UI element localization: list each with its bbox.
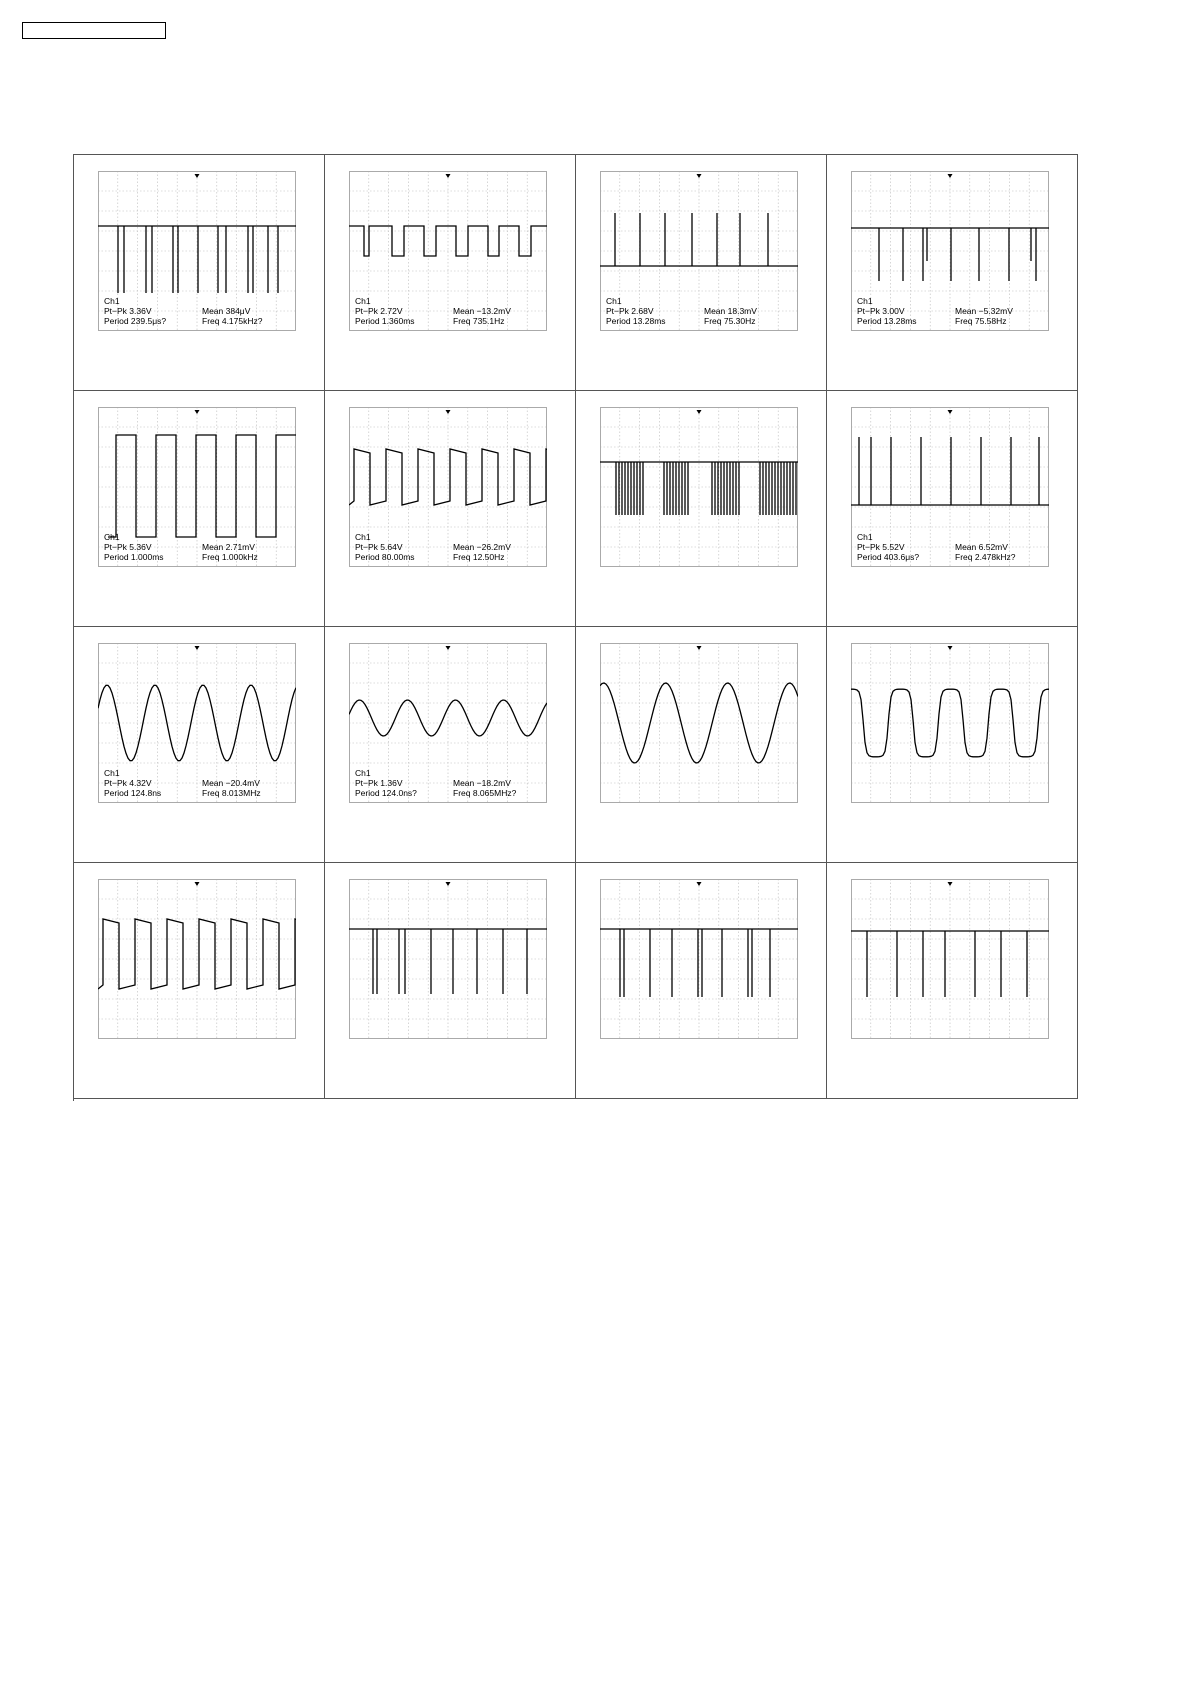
trigger-marker-icon [948,174,953,178]
trigger-marker-icon [446,174,451,178]
channel-label: Ch1 [857,532,873,542]
channel-label: Ch1 [355,296,371,306]
period-readout: Period 1.000ms [104,552,164,562]
frequency-readout: Freq 8.065MHz? [453,788,517,798]
waveform-cell [576,627,827,863]
channel-label: Ch1 [104,532,120,542]
period-readout: Period 403.6μs? [857,552,920,562]
trigger-marker-icon [195,882,200,886]
trigger-marker-icon [195,410,200,414]
frequency-readout: Freq 8.013MHz [202,788,261,798]
peak-to-peak-readout: Pt−Pk 2.72V [355,306,403,316]
page-header-box [22,22,166,39]
peak-to-peak-readout: Pt−Pk 1.36V [355,778,403,788]
waveform-cell [74,863,325,1099]
trigger-marker-icon [948,410,953,414]
trigger-marker-icon [195,174,200,178]
peak-to-peak-readout: Pt−Pk 3.00V [857,306,905,316]
period-readout: Period 124.0ns? [355,788,417,798]
period-readout: Period 13.28ms [857,316,917,326]
frequency-readout: Freq 2.478kHz? [955,552,1016,562]
frequency-readout: Freq 75.30Hz [704,316,756,326]
mean-readout: Mean −26.2mV [453,542,511,552]
frequency-readout: Freq 12.50Hz [453,552,505,562]
period-readout: Period 239.5μs? [104,316,167,326]
trigger-marker-icon [446,882,451,886]
mean-readout: Mean 6.52mV [955,542,1008,552]
trigger-marker-icon [948,646,953,650]
mean-readout: Mean −13.2mV [453,306,511,316]
waveform-cell [576,391,827,627]
waveform-cell [325,863,576,1099]
oscilloscope-screen [600,643,798,803]
mean-readout: Mean −20.4mV [202,778,260,788]
channel-label: Ch1 [104,296,120,306]
trigger-marker-icon [446,410,451,414]
trigger-marker-icon [948,882,953,886]
waveform-trace [108,435,296,537]
oscilloscope-screen [600,879,798,1039]
oscilloscope-screen [851,879,1049,1039]
mean-readout: Mean 384μV [202,306,251,316]
channel-label: Ch1 [355,768,371,778]
oscilloscope-screen [600,407,798,567]
period-readout: Period 1.360ms [355,316,415,326]
oscilloscope-screen [851,643,1049,803]
peak-to-peak-readout: Pt−Pk 5.52V [857,542,905,552]
peak-to-peak-readout: Pt−Pk 3.36V [104,306,152,316]
waveform-cell [74,391,325,627]
waveform-cell [827,391,1078,627]
trigger-marker-icon [697,174,702,178]
oscilloscope-screen [98,879,296,1039]
period-readout: Period 13.28ms [606,316,666,326]
waveform-cell [576,863,827,1099]
mean-readout: Mean −18.2mV [453,778,511,788]
waveform-cell [827,627,1078,863]
trigger-marker-icon [446,646,451,650]
waveform-table [73,154,1078,1101]
frequency-readout: Freq 735.1Hz [453,316,505,326]
trigger-marker-icon [697,410,702,414]
waveform-cell [74,627,325,863]
peak-to-peak-readout: Pt−Pk 4.32V [104,778,152,788]
waveform-cell [325,155,576,391]
waveform-cell [325,627,576,863]
trigger-marker-icon [697,882,702,886]
peak-to-peak-readout: Pt−Pk 5.64V [355,542,403,552]
frequency-readout: Freq 4.175kHz? [202,316,263,326]
oscilloscope-screen [349,879,547,1039]
period-readout: Period 124.8ns [104,788,162,798]
trigger-marker-icon [697,646,702,650]
channel-label: Ch1 [355,532,371,542]
trigger-marker-icon [195,646,200,650]
mean-readout: Mean 2.71mV [202,542,255,552]
waveform-cell [74,155,325,391]
peak-to-peak-readout: Pt−Pk 2.68V [606,306,654,316]
waveform-cell [827,863,1078,1099]
waveform-cell [827,155,1078,391]
channel-label: Ch1 [606,296,622,306]
mean-readout: Mean 18.3mV [704,306,757,316]
frequency-readout: Freq 1.000kHz [202,552,258,562]
channel-label: Ch1 [104,768,120,778]
channel-label: Ch1 [857,296,873,306]
mean-readout: Mean −5.32mV [955,306,1013,316]
period-readout: Period 80.00ms [355,552,415,562]
frequency-readout: Freq 75.58Hz [955,316,1007,326]
waveform-cell [325,391,576,627]
peak-to-peak-readout: Pt−Pk 5.36V [104,542,152,552]
waveform-cell [576,155,827,391]
